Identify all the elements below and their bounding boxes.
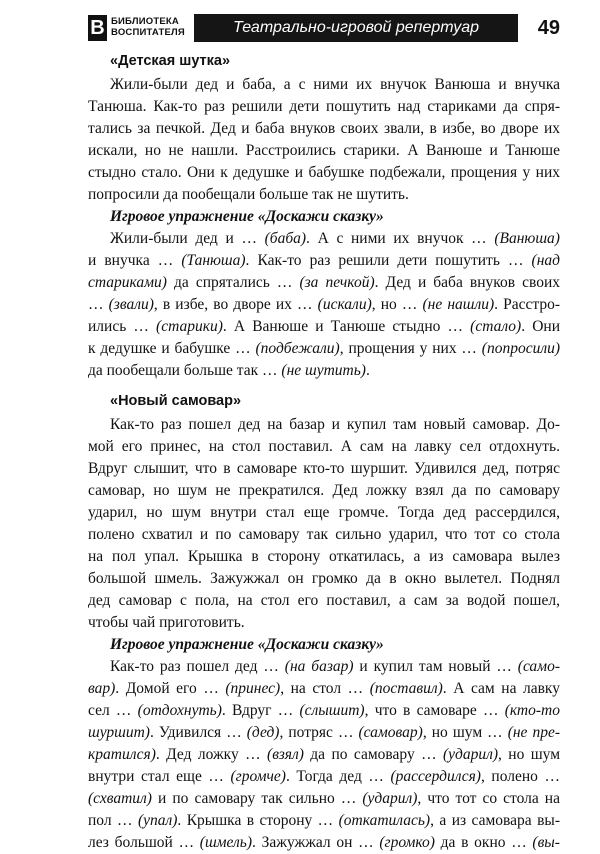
story-line: на пол упал. Крышка в сторону откатилась, а из самовара вылез (88, 548, 560, 565)
story-line: Танюша. Как-то раз решили дети пошутить над стариками да спря- (88, 98, 560, 115)
answer-hint: (громко) (379, 834, 435, 851)
text-fragment: . Расстро- (494, 296, 561, 313)
answer-hint: (принес) (225, 680, 281, 697)
answer-hint: (за печкой) (299, 274, 375, 291)
answer-hint: стариками) (88, 274, 167, 291)
answer-hint: кратился) (88, 746, 156, 763)
text-fragment: … (88, 296, 109, 313)
text-fragment: . Удивился … (149, 724, 247, 741)
answer-hint: (над (531, 252, 560, 269)
library-logo-letter: В (88, 15, 107, 41)
exercise-line (88, 700, 560, 722)
exercise-title-1: Игровое упражнение «Доскажи сказку» (110, 208, 384, 225)
story-line: мой его принес, на стол поставил. А сам на лавку сел отдохнуть. (88, 438, 560, 455)
text-fragment: и внучка … (88, 252, 182, 269)
answer-hint: (не пре- (507, 724, 561, 741)
text-fragment: . Как-то раз решили дети пошутить … (245, 252, 532, 269)
exercise-line (88, 250, 560, 272)
story-line: полено схватил и по самовару так сильно ударил, что тот со стола (88, 526, 560, 543)
text-fragment: Как-то раз пошел дед … (110, 658, 285, 675)
text-fragment: и по самовару так сильно … (151, 790, 363, 807)
story-title-novyi-samovar: «Новый самовар» (110, 393, 242, 409)
story-line: тались за печкой. Дед и баба внуков своих звали, в избе, во дворе их (88, 120, 560, 137)
exercise-line (88, 272, 560, 294)
answer-hint: (схватил) (88, 790, 152, 807)
answer-hint: (рассердился) (390, 768, 481, 785)
text-fragment: , на стол … (280, 680, 370, 697)
text-fragment: к дедушке и бабушке … (88, 340, 256, 357)
answer-hint: (громче) (230, 768, 286, 785)
answer-hint: (подбежали) (255, 340, 340, 357)
answer-hint: (не шутить) (281, 362, 366, 379)
text-fragment: , в избе, во дворе их … (153, 296, 318, 313)
answer-hint: (стало) (470, 318, 522, 335)
answer-hint: (старики) (156, 318, 223, 335)
answer-hint: (на базар) (284, 658, 354, 675)
running-title: Театрально-игровой репертуар (194, 14, 518, 42)
exercise-line (88, 294, 560, 316)
exercise-line (88, 832, 560, 854)
story-line: чтобы чай приготовить. (88, 614, 245, 631)
exercise-line (88, 766, 560, 788)
text-fragment: сел … (88, 702, 138, 719)
text-fragment: да в окно … (434, 834, 533, 851)
text-fragment: и купил там новый … (353, 658, 518, 675)
text-fragment: . Дед ложку … (155, 746, 268, 763)
story-novyi-samovar (88, 414, 560, 634)
text-fragment: , прощения у них … (339, 340, 482, 357)
text-fragment: , но шум … (422, 724, 508, 741)
answer-hint: (откатилась) (338, 812, 431, 829)
answer-hint: вар) (88, 680, 116, 697)
text-fragment: , что тот со стола на (417, 790, 560, 807)
text-fragment: . Крышка в сторону … (177, 812, 339, 829)
answer-hint: (вы- (532, 834, 560, 851)
text-fragment: внутри стал еще … (88, 768, 231, 785)
text-fragment: , полено … (480, 768, 560, 785)
answer-hint: (не нашли) (422, 296, 495, 313)
exercise-line (88, 744, 560, 766)
exercise-1-text (88, 228, 560, 382)
text-fragment: , а из самовара вы- (430, 812, 560, 829)
page-content (88, 46, 560, 854)
text-fragment: , потряс … (279, 724, 359, 741)
story-line: Жили-были дед и баба, а с ними их внучок Ванюша и внучка (110, 76, 560, 93)
text-fragment: , что в самоваре … (364, 702, 505, 719)
answer-hint: (баба) (264, 230, 307, 247)
answer-hint: (ударил) (362, 790, 418, 807)
exercise-line (88, 316, 560, 338)
story-line: Как-то раз пошел дед на базар и купил там новый самовар. До- (110, 416, 560, 433)
exercise-line (88, 722, 560, 744)
answer-hint: (попросили) (481, 340, 560, 357)
text-fragment: , но шум (498, 746, 560, 763)
answer-hint: шуршит) (88, 724, 150, 741)
answer-hint: (ударил) (442, 746, 498, 763)
story-line: попросили да пообещали больше так не шутить. (88, 186, 409, 203)
text-fragment: . Дед и баба внуков своих (374, 274, 561, 291)
exercise-title-2: Игровое упражнение «Доскажи сказку» (110, 636, 384, 653)
exercise-line (88, 678, 560, 700)
exercise-line (88, 788, 560, 810)
answer-hint: (кто-то (504, 702, 560, 719)
text-fragment: , но … (371, 296, 423, 313)
text-fragment: . А с ними их внучок … (306, 230, 495, 247)
story-line: стыдно стало. Они к дедушке и бабушке подбежали, прощения у них (88, 164, 560, 181)
answer-hint: (поставил) (369, 680, 443, 697)
text-fragment: . Домой его … (115, 680, 226, 697)
answer-hint: (звали) (108, 296, 154, 313)
text-fragment: . А сам на лавку (442, 680, 560, 697)
answer-hint: (отдохнуть) (137, 702, 222, 719)
text-fragment: . А Ванюше и Танюше стыдно … (222, 318, 471, 335)
answer-hint: (самовар) (358, 724, 423, 741)
text-fragment: . Зажужжал он … (252, 834, 380, 851)
exercise-line (88, 228, 560, 250)
exercise-line (88, 656, 560, 678)
text-fragment: лез большой … (88, 834, 200, 851)
exercise-line (88, 810, 560, 832)
exercise-line (88, 360, 560, 382)
text-fragment: да по самовару … (303, 746, 443, 763)
answer-hint: (Ванюша) (494, 230, 560, 247)
logo-line-2: ВОСПИТАТЕЛЯ (111, 27, 185, 38)
exercise-2-text (88, 656, 560, 854)
answer-hint: (дед) (246, 724, 280, 741)
answer-hint: (упал) (137, 812, 178, 829)
story-line: большой шмель. Зажужжал он громко да в окно вылетел. Поднял (88, 570, 560, 587)
story-line: самовар, но шум не прекратился. Дед ложку взял да по самовару (88, 482, 560, 499)
logo-line-1: БИБЛИОТЕКА (111, 16, 179, 27)
text-fragment: . Тогда дед … (285, 768, 391, 785)
story-title-detskaya-shutka: «Детская шутка» (110, 53, 231, 69)
answer-hint: (слышит) (299, 702, 365, 719)
answer-hint: (искали) (317, 296, 372, 313)
text-fragment: Жили-были дед и … (110, 230, 265, 247)
story-line: искали, но не нашли. Расстроились старики. А Ванюше и Танюше (88, 142, 560, 159)
story-line: дед самовар с пола, на стол его поставил, а сам за водой пошел, (88, 592, 560, 609)
text-fragment: . Вдруг … (221, 702, 300, 719)
story-line: Вдруг слышит, что в самоваре кто-то шуршит. Удивился дед, потряс (88, 460, 560, 477)
story-line: ударил, но шум внутри стал еще громче. Тогда дед рассердился, (88, 504, 560, 521)
answer-hint: (шмель) (199, 834, 253, 851)
text-fragment: ились … (88, 318, 157, 335)
answer-hint: (взял) (267, 746, 304, 763)
story-detskaya-shutka (88, 74, 560, 206)
page-number: 49 (537, 17, 560, 39)
text-fragment: да спрятались … (166, 274, 300, 291)
text-fragment: . (365, 362, 370, 379)
exercise-line (88, 338, 560, 360)
text-fragment: пол … (88, 812, 138, 829)
answer-hint: (само- (517, 658, 560, 675)
answer-hint: (Танюша) (181, 252, 246, 269)
page-header (88, 14, 560, 42)
text-fragment: да пообещали больше так … (88, 362, 282, 379)
text-fragment: . Они (521, 318, 561, 335)
